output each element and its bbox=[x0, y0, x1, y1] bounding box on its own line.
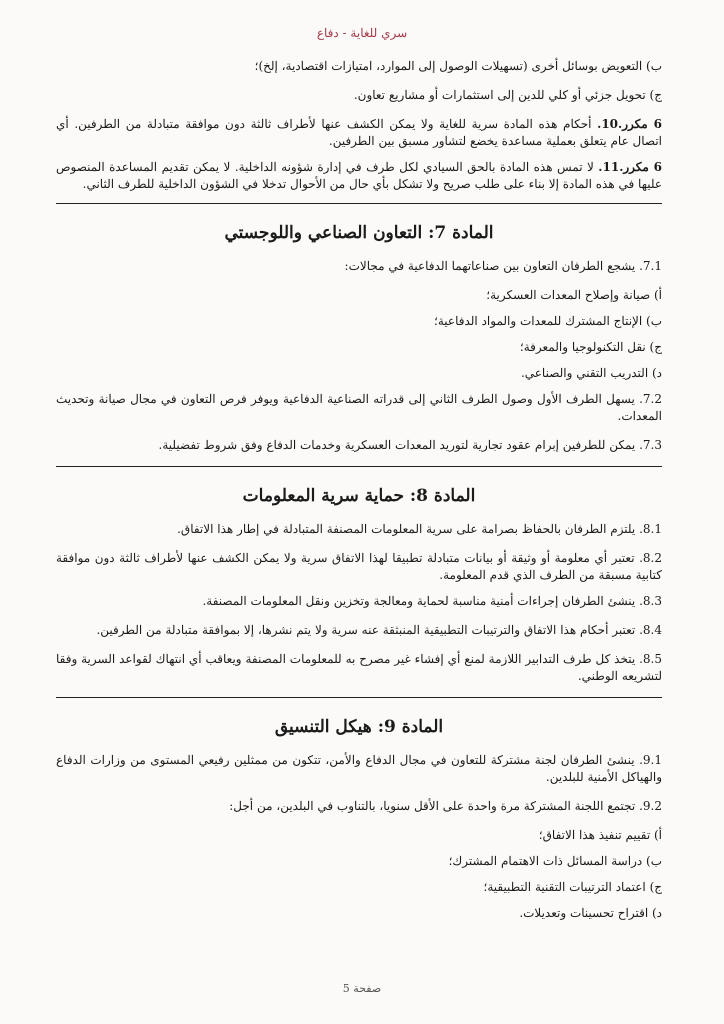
paragraph-text: يسهل الطرف الأول وصول الطرف الثاني إلى قدراته الصناعية الدفاعية ويوفر فرص التعاون في مجال صيانة وتحديث المعدات. bbox=[56, 392, 662, 423]
list-item: أ) تقييم تنفيذ هذا الاتفاق؛ bbox=[538, 828, 662, 842]
paragraph-number: 6 مكرر.10. bbox=[597, 117, 662, 131]
paragraph-text: ينشئ الطرفان إجراءات أمنية مناسبة لحماية ومعالجة وتخزين ونقل المعلومات المصنفة. bbox=[202, 594, 636, 608]
paragraph-number: 8.3. bbox=[639, 594, 662, 608]
list-item: ج) اعتماد الترتيبات التقنية التطبيقية؛ bbox=[483, 880, 662, 894]
paragraph-number: 7.3. bbox=[639, 438, 662, 452]
paragraph-text: يلتزم الطرفان بالحفاظ بصرامة على سرية المعلومات المصنفة المتبادلة في إطار هذا الاتفاق. bbox=[177, 522, 636, 536]
clause-b: ب) التعويض بوسائل أخرى (تسهيلات الوصول إلى الموارد، امتيازات اقتصادية، إلخ)؛ bbox=[254, 59, 662, 73]
clause-j: ج) تحويل جزئي أو كلي للدين إلى استثمارات أو مشاريع تعاون. bbox=[353, 88, 662, 102]
list-item: ب) دراسة المسائل ذات الاهتمام المشترك؛ bbox=[448, 854, 662, 868]
paragraph-number: 8.4. bbox=[639, 623, 662, 637]
paragraph-number: 8.2. bbox=[639, 551, 662, 565]
paragraph-7-1 bbox=[56, 258, 662, 275]
paragraph-8-2 bbox=[56, 550, 662, 584]
paragraph-number: 9.2. bbox=[639, 799, 662, 813]
paragraph-text: تجتمع اللجنة المشتركة مرة واحدة على الأقل سنويا، بالتناوب في البلدين، من أجل: bbox=[229, 799, 636, 813]
list-item: أ) صيانة وإصلاح المعدات العسكرية؛ bbox=[486, 288, 662, 302]
paragraph-number: 6 مكرر.11. bbox=[598, 160, 662, 174]
paragraph-number: 8.1. bbox=[639, 522, 662, 536]
paragraph-number: 7.2. bbox=[639, 392, 662, 406]
paragraph-text: يشجع الطرفان التعاون بين صناعاتهما الدفاعية في مجالات: bbox=[344, 259, 636, 273]
paragraph-8-3 bbox=[56, 593, 662, 610]
paragraph-7-3 bbox=[56, 437, 662, 454]
paragraph-text: تعتبر أي معلومة أو وثيقة أو بيانات متبادلة تطبيقا لهذا الاتفاق سرية ولا يمكن الكشف عنها لأطراف ثالثة دون موافقة كتابية مسبقة من الطرف الذي قدم المعلومة. bbox=[56, 551, 662, 582]
paragraph-7-2 bbox=[56, 391, 662, 425]
paragraph-8-5 bbox=[56, 651, 662, 685]
section-divider bbox=[56, 466, 662, 467]
paragraph-text: يتخذ كل طرف التدابير اللازمة لمنع أي إفشاء غير مصرح به للمعلومات المصنفة ويعاقب أي انتهاك لقواعد السرية وفقا لتشريعه الوطني. bbox=[56, 652, 662, 683]
paragraph-9-1 bbox=[56, 752, 662, 786]
list-item: د) اقتراح تحسينات وتعديلات. bbox=[519, 906, 662, 920]
article-9-title: المادة 9: هيكل التنسيق bbox=[274, 717, 444, 737]
paragraph-number: 7.1. bbox=[639, 259, 662, 273]
article-7-title: المادة 7: التعاون الصناعي واللوجستي bbox=[224, 223, 494, 243]
paragraph-number: 8.5. bbox=[639, 652, 662, 666]
page-number: صفحة 5 bbox=[342, 982, 382, 995]
paragraph-text: تعتبر أحكام هذا الاتفاق والترتيبات التطبيقية المنبثقة عنه سرية ولا يتم نشرها، إلا بموافقة متبادلة من الطرفين. bbox=[96, 623, 636, 637]
paragraph-text: ينشئ الطرفان لجنة مشتركة للتعاون في مجال الدفاع والأمن، تتكون من ممثلين رفيعي المستوى من وزارات الدفاع والهياكل الأمنية للبلدين. bbox=[56, 753, 662, 784]
article-8-title: المادة 8: حماية سرية المعلومات bbox=[242, 486, 476, 506]
paragraph-text: لا تمس هذه المادة بالحق السيادي لكل طرف في إدارة شؤونه الداخلية. لا يمكن تقديم المساعدة المنصوص عليها في هذه المادة إلا بناء على طلب صريح ولا تشكل بأي حال من الأحوال تدخلا في الشؤون الداخلية للطرف الثاني. bbox=[56, 160, 662, 191]
list-item: ب) الإنتاج المشترك للمعدات والمواد الدفاعية؛ bbox=[434, 314, 662, 328]
section-divider bbox=[56, 203, 662, 204]
paragraph-9-2 bbox=[56, 798, 662, 815]
document-body bbox=[56, 58, 662, 931]
paragraph-text: يمكن للطرفين إبرام عقود تجارية لتوريد المعدات العسكرية وخدمات الدفاع وفق شروط تفضيلية. bbox=[158, 438, 636, 452]
classification-header: سري للغاية - دفاع bbox=[316, 26, 408, 40]
section-divider bbox=[56, 697, 662, 698]
list-item: د) التدريب التقني والصناعي. bbox=[520, 366, 662, 380]
paragraph-text: أحكام هذه المادة سرية للغاية ولا يمكن الكشف عنها لأطراف ثالثة دون موافقة متبادلة من الطرفين. أي اتصال عام يتعلق بعملية مساعدة يخضع لتشاور مسبق بين الطرفين. bbox=[56, 117, 662, 148]
paragraph-6bis-10 bbox=[56, 116, 662, 150]
paragraph-8-1 bbox=[56, 521, 662, 538]
paragraph-number: 9.1. bbox=[639, 753, 662, 767]
list-item: ج) نقل التكنولوجيا والمعرفة؛ bbox=[519, 340, 662, 354]
paragraph-6bis-11 bbox=[56, 159, 662, 193]
paragraph-8-4 bbox=[56, 622, 662, 639]
